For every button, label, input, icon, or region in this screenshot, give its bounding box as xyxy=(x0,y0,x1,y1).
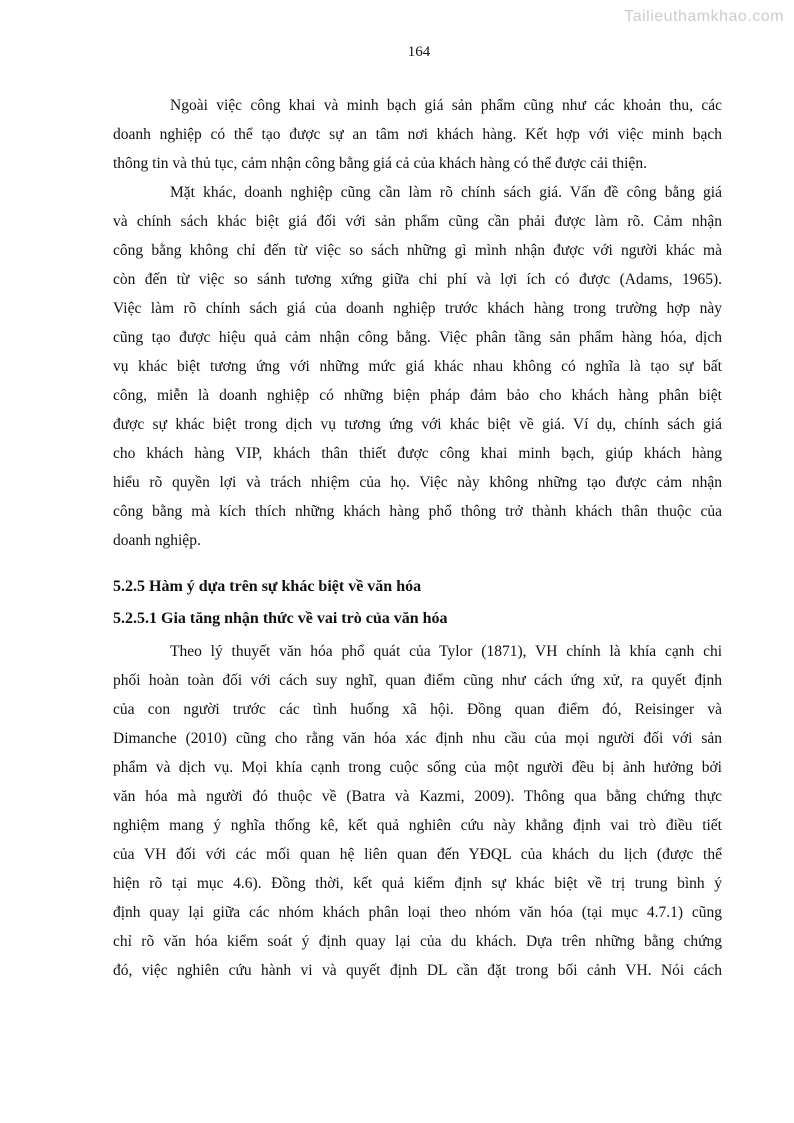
text-line: cho khách hàng VIP, khách thân thiết được công khai minh bạch, giúp khách hàng xyxy=(113,445,722,462)
text-line: cũng tạo được hiệu quả cảm nhận công bằng. Việc phân tầng sản phẩm hàng hóa, dịch xyxy=(113,329,722,346)
text-line: định quay lại giữa các nhóm khách phân loại theo nhóm văn hóa (tại mục 4.7.1) cũng xyxy=(113,904,722,921)
text-line: Dimanche (2010) cũng cho rằng văn hóa xác định nhu cầu của mọi người đối với sản xyxy=(113,730,722,747)
text-line: văn hóa mà người đó thuộc về (Batra và Kazmi, 2009). Thông qua bằng chứng thực xyxy=(113,788,722,805)
text-line: của VH đối với các mối quan hệ liên quan đến YĐQL của khách du lịch (được thể xyxy=(113,846,722,863)
subsection-heading-5-2-5-1: 5.2.5.1 Gia tăng nhận thức về vai trò của văn hóa xyxy=(113,610,448,627)
text-line: Ngoài việc công khai và minh bạch giá sản phẩm cũng như các khoản thu, các xyxy=(170,97,722,114)
text-line: phối hoàn toàn đối với cách suy nghĩ, quan điểm cũng như cách ứng xử, ra quyết định xyxy=(113,672,722,689)
text-line: được sự khác biệt trong dịch vụ tương ứng với khác biệt về giá. Ví dụ, chính sách giá xyxy=(113,416,722,433)
text-line: đó, việc nghiên cứu hành vi và quyết định DL cần đặt trong bối cảnh VH. Nói cách xyxy=(113,962,722,979)
text-line: phẩm và dịch vụ. Mọi khía cạnh trong cuộc sống của một người đều bị ảnh hưởng bởi xyxy=(113,759,722,776)
text-line: công bằng mà kích thích những khách hàng phổ thông trở thành khách thân thuộc của xyxy=(113,503,722,520)
text-line: hiểu rõ quyền lợi và trách nhiệm của họ. Việc này không những tạo được cảm nhận xyxy=(113,474,722,491)
text-line: còn đến từ việc so sánh tương xứng giữa chi phí và lợi ích có được (Adams, 1965). xyxy=(113,271,722,288)
text-line: công, miễn là doanh nghiệp có những biện pháp đảm bảo cho khách hàng phân biệt xyxy=(113,387,722,404)
paragraph-culture-role xyxy=(113,637,722,985)
section-heading-5-2-5: 5.2.5 Hàm ý dựa trên sự khác biệt về văn hóa xyxy=(113,578,422,595)
text-line: vụ khác biệt tương ứng với những mức giá khác nhau không có nghĩa là tạo sự bất xyxy=(113,358,722,375)
text-line: của con người trước các tình huống xã hội. Đồng quan điểm đó, Reisinger và xyxy=(113,701,722,718)
text-line: công bằng không chỉ đến từ việc so sách những gì mình nhận được với người khác mà xyxy=(113,242,722,259)
watermark: Tailieuthamkhao.com xyxy=(624,8,784,25)
text-line: nghiệm mang ý nghĩa thống kê, kết quả nghiên cứu này khẳng định vai trò điều tiết xyxy=(113,817,722,834)
text-line: chỉ rõ văn hóa kiểm soát ý định quay lại của du khách. Dựa trên những bằng chứng xyxy=(113,933,722,950)
text-line: Theo lý thuyết văn hóa phổ quát của Tylor (1871), VH chính là khía cạnh chi xyxy=(170,643,722,660)
paragraph-price-transparency xyxy=(113,91,722,178)
paragraph-price-policy xyxy=(113,178,722,555)
text-line: doanh nghiệp. xyxy=(113,532,201,549)
page-number: 164 xyxy=(407,44,431,60)
text-line: Việc làm rõ chính sách giá của doanh nghiệp trước khách hàng trong trường hợp này xyxy=(113,300,722,317)
page-body xyxy=(113,91,722,985)
text-line: hiện rõ tại mục 4.6). Đồng thời, kết quả kiểm định sự khác biệt về trị trung bình ý xyxy=(113,875,722,892)
text-line: thông tin và thủ tục, cảm nhận công bằng giá cả của khách hàng có thể được cải thiện. xyxy=(113,155,647,172)
text-line: Mặt khác, doanh nghiệp cũng cần làm rõ chính sách giá. Vấn đề công bằng giá xyxy=(170,184,722,201)
text-line: doanh nghiệp có thể tạo được sự an tâm nơi khách hàng. Kết hợp với việc minh bạch xyxy=(113,126,722,143)
text-line: và chính sách khác biệt giá đối với sản phẩm cũng cần phải được làm rõ. Cảm nhận xyxy=(113,213,722,230)
